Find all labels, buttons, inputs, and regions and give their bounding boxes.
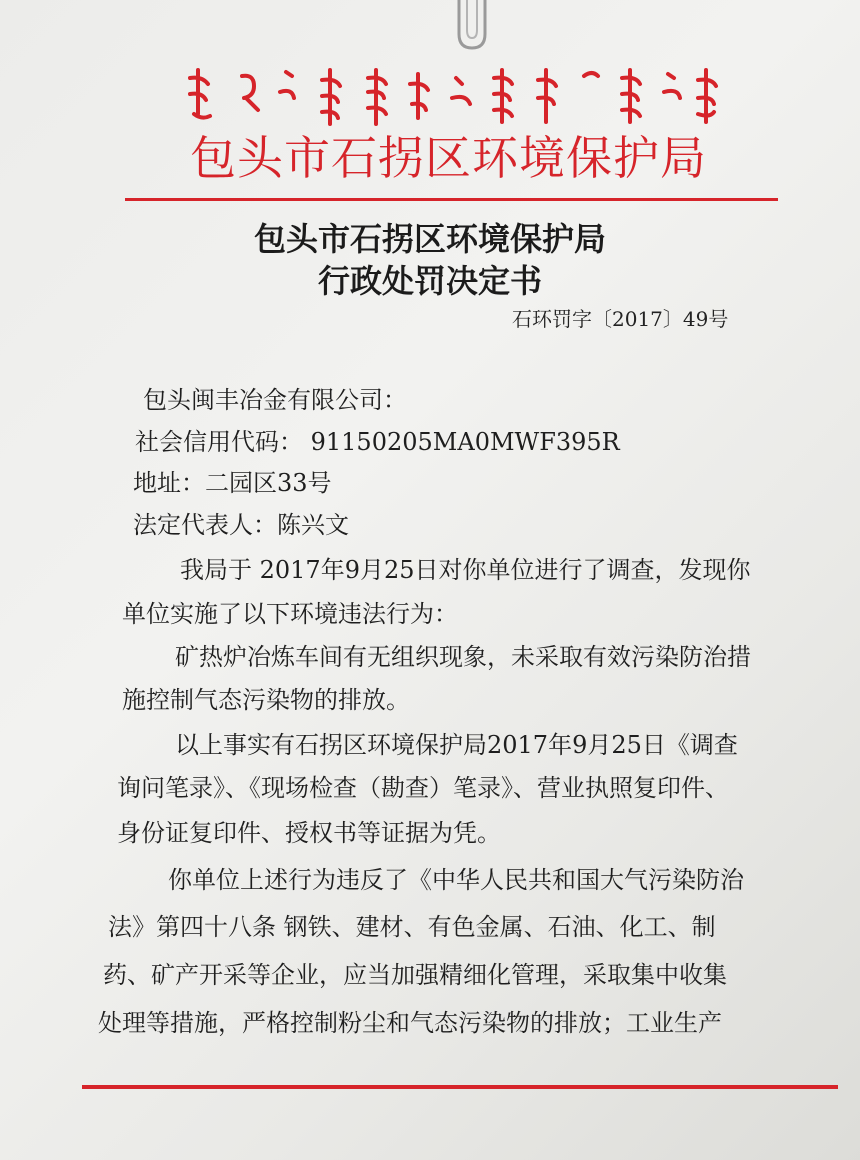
footer-divider	[82, 1085, 838, 1089]
legal-rep-line: 法定代表人：陈兴文	[133, 511, 349, 539]
body-line: 你单位上述行为违反了《中华人民共和国大气污染防治	[168, 866, 744, 894]
letterhead-agency-name: 包头市石拐区环境保护局	[190, 131, 707, 185]
document-number: 石环罚字〔2017〕49号	[512, 307, 729, 331]
letterhead-divider	[125, 198, 778, 201]
body-line: 处理等措施，严格控制粉尘和气态污染物的排放；工业生产	[98, 1009, 722, 1037]
body-line: 药、矿产开采等企业，应当加强精细化管理，采取集中收集	[103, 961, 727, 989]
recipient-line: 包头闽丰冶金有限公司：	[143, 386, 407, 414]
body-line: 单位实施了以下环境违法行为：	[122, 600, 458, 628]
body-line: 询问笔录》、《现场检查（勘查）笔录》、营业执照复印件、	[117, 774, 729, 802]
credit-code-line: 社会信用代码： 91150205MA0MWF395R	[135, 428, 620, 456]
paper-clip-icon	[445, 0, 501, 54]
body-line: 身份证复印件、授权书等证据为凭。	[117, 819, 501, 847]
body-line: 以上事实有石拐区环境保护局2017年9月25日《调查	[175, 731, 738, 759]
body-line: 我局于 2017年9月25日对你单位进行了调查，发现你	[180, 556, 751, 584]
address-line: 地址：二园区33号	[133, 469, 332, 497]
body-line: 施控制气态污染物的排放。	[122, 686, 410, 714]
body-line: 法》第四十八条 钢铁、建材、有色金属、石油、化工、制	[108, 913, 716, 941]
document-title: 包头市石拐区环境保护局	[253, 220, 606, 258]
document-subtitle: 行政处罚决定书	[317, 262, 542, 300]
body-line: 矿热炉冶炼车间有无组织现象，未采取有效污染防治措	[175, 643, 751, 671]
